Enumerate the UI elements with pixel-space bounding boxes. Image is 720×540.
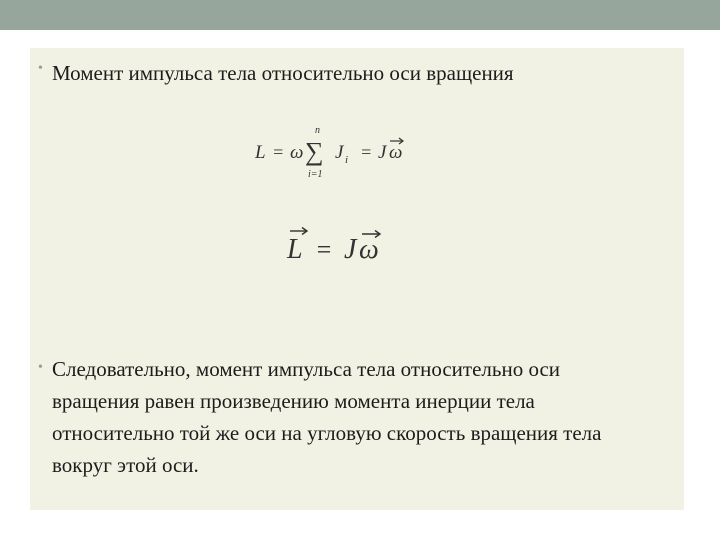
bullet-icon: • bbox=[38, 61, 43, 76]
f1-sub-i: i bbox=[345, 154, 349, 166]
formula-angular-momentum-vector bbox=[284, 220, 424, 270]
bullet-item-1 bbox=[38, 60, 514, 87]
f2-J: J bbox=[344, 234, 357, 265]
bullet-item-2 bbox=[38, 353, 652, 481]
f1-eq2: = bbox=[360, 142, 373, 162]
f1-omega: ω bbox=[290, 142, 304, 163]
f1-eq1: = bbox=[272, 142, 285, 162]
f1-L: L bbox=[255, 142, 266, 163]
bullet-icon: • bbox=[38, 360, 43, 375]
f1-sum-symbol: ∑ bbox=[305, 137, 324, 166]
bullet-text-1: Момент импульса тела относительно оси вращения bbox=[52, 61, 514, 85]
slide-content bbox=[30, 48, 684, 510]
f2-L: L bbox=[287, 234, 303, 265]
f1-J: J bbox=[335, 142, 344, 163]
f1-J2: J bbox=[378, 142, 387, 163]
f2-omega: ω bbox=[359, 234, 379, 265]
bullet-text-2: Следовательно, момент импульса тела относительно оси вращения равен произведению момента инерции тела относительно той же оси на угловую скорость вращения тела вокруг этой оси. bbox=[52, 357, 602, 477]
f1-sum-top: n bbox=[315, 125, 320, 136]
f2-eq: = bbox=[315, 235, 333, 264]
f1-sum-bottom: i=1 bbox=[308, 169, 323, 180]
f1-omega-vec: ω bbox=[389, 142, 403, 163]
header-bar bbox=[0, 0, 720, 30]
formula-angular-momentum-sum bbox=[252, 121, 452, 181]
